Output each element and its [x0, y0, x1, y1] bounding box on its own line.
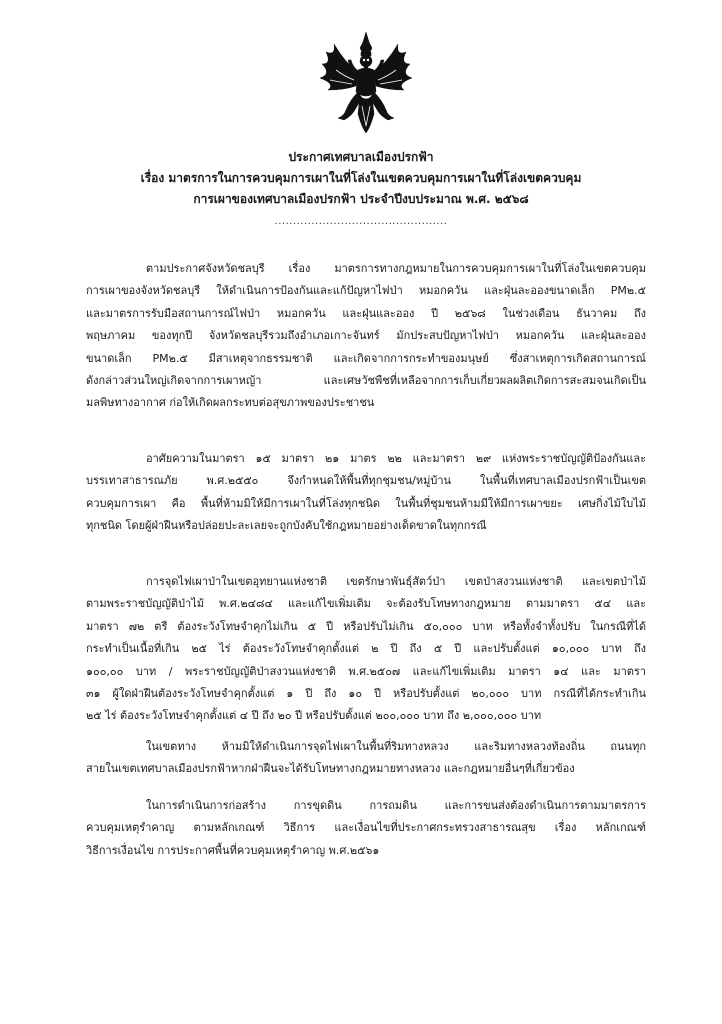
paragraph-line: มาตรา ๗๒ ตรี ต้องระวังโทษจำคุกไม่เกิน ๕ ปี หรือปรับไม่เกิน ๕๐,๐๐๐ บาท หรือทั้งจำทั้งปรับ ในกรณีที่ได้	[86, 619, 646, 633]
subject-line-1: เรื่อง มาตรการในการควบคุมการเผาในที่โล่งในเขตควบคุมการเผาในที่โล่งเขตควบคุม	[140, 171, 582, 185]
paragraph-1	[86, 258, 646, 415]
subject-line-2: การเผาของเทศบาลเมืองปรกฟ้า ประจำปีงบประมาณ พ.ศ. ๒๕๖๘	[193, 192, 529, 206]
paragraph-line: ทุกชนิด โดยผู้ฝ่าฝืนหรือปล่อยปะละเลยจะถูกบังคับใช้กฎหมายอย่างเด็ดขาดในทุกกรณี	[86, 519, 487, 533]
paragraph-line: ควบคุมเหตุรำคาญ ตามหลักเกณฑ์ วิธีการ และเงื่อนไขที่ประกาศกระทรวงสาธารณสุข เรื่อง หลักเกณฑ์	[86, 821, 646, 835]
paragraph-line: การจุดไฟเผาป่าในเขตอุทยานแห่งชาติ เขตรักษาพันธุ์สัตว์ป่า เขตป่าสงวนแห่งชาติ และเขตป่าไม้	[146, 575, 646, 588]
paragraph-line: ในเขตทาง ห้ามมิให้ดำเนินการจุดไฟเผาในพื้นที่ริมทางหลวง และริมทางหลวงท้องถิ่น ถนนทุก	[146, 740, 646, 753]
title-divider: ...............................................	[274, 216, 448, 227]
paragraph-2	[86, 448, 646, 538]
paragraph-line: วิธีการเงื่อนไข การประกาศพื้นที่ควบคุมเหตุรำคาญ พ.ศ.๒๕๖๑	[86, 843, 380, 857]
paragraph-line: สายในเขตเทศบาลเมืองปรกฟ้าหากฝ่าฝืนจะได้รับโทษทางกฎหมายทางหลวง และกฎหมายอื่นๆที่เกี่ยวข้อง	[86, 762, 575, 776]
paragraph-line: และมาตรการรับมือสถานการณ์ไฟป่า หมอกควัน และฝุ่นและออง ปี ๒๕๖๘ ในช่วงเดือน ธันวาคม ถึง	[86, 306, 646, 320]
paragraph-line: ควบคุมการเผา คือ พื้นที่ห้ามมิให้มีการเผาในที่โล่งทุกชนิด ในพื้นที่ชุมชนห้ามมีให้มีการเผาขยะ เศษกิ่งไม้ใบไม้	[86, 496, 646, 510]
paragraph-line: พฤษภาคม ของทุกปี จังหวัดชลบุรีรวมถึงอำเภอเกาะจันทร์ มักประสบปัญหาไฟป่า หมอกควัน และฝุ่นละออง	[86, 329, 646, 343]
paragraph-line: ๓๑ ผู้ใดฝ่าฝืนต้องระวังโทษจำคุกตั้งแต่ ๑ ปี ถึง ๑๐ ปี หรือปรับตั้งแต่ ๒๐,๐๐๐ บาท กรณีที่ได้กระทำเกิน	[86, 687, 646, 701]
paragraph-line: ตามประกาศจังหวัดชลบุรี เรื่อง มาตรการทางกฎหมายในการควบคุมการเผาในที่โล่งในเขตควบคุม	[146, 262, 646, 275]
paragraph-5	[86, 795, 646, 862]
announcement-heading	[0, 147, 722, 210]
paragraph-line: ในการดำเนินการก่อสร้าง การขุดดิน การถมดิน และการขนส่งต้องดำเนินการตามมาตรการ	[146, 799, 646, 812]
issuer-title: ประกาศเทศบาลเมืองปรกฟ้า	[288, 150, 434, 164]
paragraph-4	[86, 736, 646, 781]
paragraph-line: การเผาของจังหวัดชลบุรี ให้ดำเนินการป้องกันและแก้ปัญหาไฟป่า หมอกควัน และฝุ่นละอองขนาดเล็ก PM๒.๕	[86, 284, 646, 298]
paragraph-line: บรรเทาสาธารณภัย พ.ศ.๒๕๕๐ จึงกำหนดให้พื้นที่ทุกชุมชน/หมู่บ้าน ในพื้นที่เทศบาลเมืองปรกฟ้าเป็นเขต	[86, 474, 646, 488]
paragraph-line: กระทำเป็นเนื้อที่เกิน ๒๕ ไร่ ต้องระวังโทษจำคุกตั้งแต่ ๒ ปี ถึง ๕ ปี และปรับตั้งแต่ ๑๐,๐๐๐ บาท ถึง	[86, 642, 646, 656]
paragraph-line: มลพิษทางอากาศ ก่อให้เกิดผลกระทบต่อสุขภาพของประชาชน	[86, 396, 375, 410]
paragraph-line: อาศัยความในมาตรา ๑๕ มาตรา ๒๑ มาตร ๒๒ และมาตรา ๒๙ แห่งพระราชบัญญัติป้องกันและ	[146, 452, 646, 465]
paragraph-line: ดังกล่าวส่วนใหญ่เกิดจากการเผาหญ้า และเศษวัชพืชที่เหลือจากการเก็บเกี่ยวผลผลิตเกิดการสะสมจนเกิดเป็น	[86, 374, 646, 388]
garuda-emblem-icon	[316, 30, 416, 135]
paragraph-line: ๒๕ ไร่ ต้องระวังโทษจำคุกตั้งแต่ ๔ ปี ถึง ๒๐ ปี หรือปรับตั้งแต่ ๒๐๐,๐๐๐ บาท ถึง ๒,๐๐๐,๐๐๐ บาท	[86, 709, 542, 723]
paragraph-line: ตามพระราชบัญญัติป่าไม้ พ.ศ.๒๔๘๔ และแก้ไขเพิ่มเติม จะต้องรับโทษทางกฎหมาย ตามมาตรา ๕๔ และ	[86, 597, 646, 611]
paragraph-line: ๑๐๐,๐๐ บาท / พระราชบัญญัติป่าสงวนแห่งชาติ พ.ศ.๒๕๐๗ และแก้ไขเพิ่มเติม มาตรา ๑๔ และ มาตรา	[86, 664, 646, 678]
paragraph-3	[86, 571, 646, 728]
paragraph-line: ขนาดเล็ก PM๒.๕ มีสาเหตุจากธรรมชาติ และเกิดจากการกระทำของมนุษย์ ซึ่งสาเหตุการเกิดสถานการณ์	[86, 351, 646, 365]
